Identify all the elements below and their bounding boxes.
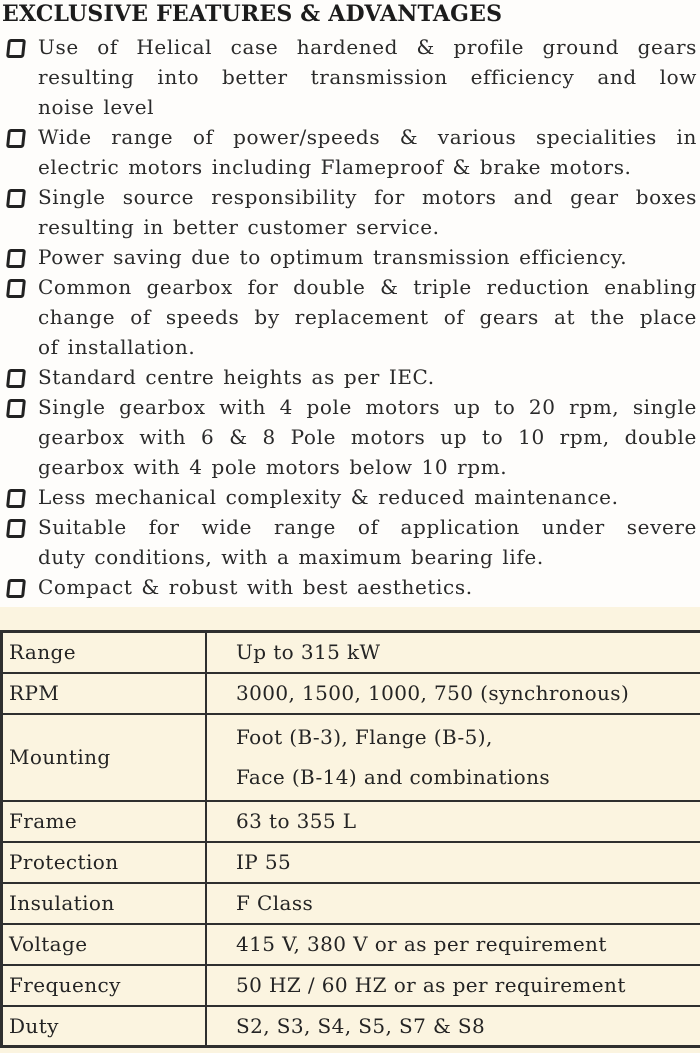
- spec-value: [206, 801, 700, 842]
- feature-line: duty conditions, with a maximum bearing life.: [38, 545, 544, 569]
- square-bullet-icon: [6, 489, 26, 508]
- feature-item: [0, 362, 697, 392]
- spec-value: [206, 1006, 700, 1047]
- spec-label: Duty: [2, 1006, 207, 1047]
- spec-row: [2, 842, 700, 883]
- square-bullet-icon: [6, 129, 26, 148]
- square-bullet-icon: [6, 399, 26, 418]
- spec-label: Frame: [2, 801, 207, 842]
- feature-line: Power saving due to optimum transmission efficiency.: [38, 245, 628, 269]
- spec-value: [206, 673, 700, 714]
- feature-line: change of speeds by replacement of gears at the place: [38, 305, 697, 329]
- feature-line: of installation.: [38, 335, 196, 359]
- spec-row: [2, 673, 700, 714]
- spec-row: [2, 714, 700, 801]
- spec-value-line: Up to 315 kW: [236, 640, 381, 665]
- feature-item: [0, 572, 697, 602]
- feature-line: Single source responsibility for motors and gear boxes: [38, 185, 697, 209]
- feature-line: Suitable for wide range of application under severe: [38, 515, 697, 539]
- feature-item: [0, 182, 697, 242]
- features-list: [0, 32, 700, 602]
- feature-line: Use of Helical case hardened & profile ground gears: [38, 35, 697, 59]
- feature-item: [0, 242, 697, 272]
- feature-item: [0, 122, 697, 182]
- feature-line: resulting in better customer service.: [38, 215, 440, 239]
- spec-value: [206, 883, 700, 924]
- spec-row: [2, 965, 700, 1006]
- spec-value-line: 415 V, 380 V or as per requirement: [236, 932, 607, 956]
- feature-line: Standard centre heights as per IEC.: [38, 365, 435, 389]
- spec-row: [2, 883, 700, 924]
- feature-line: noise level: [38, 95, 155, 119]
- spec-label: Range: [2, 632, 207, 673]
- spec-value-line: 3000, 1500, 1000, 750 (synchronous): [236, 681, 630, 705]
- spec-value-line: F Class: [236, 891, 314, 915]
- square-bullet-icon: [6, 249, 26, 268]
- feature-line: Single gearbox with 4 pole motors up to 20 rpm, single: [38, 395, 697, 419]
- spec-value-line: Foot (B-3), Flange (B-5),: [236, 725, 493, 749]
- spec-value: [206, 965, 700, 1006]
- spec-label: Mounting: [2, 714, 207, 801]
- feature-line: gearbox with 6 & 8 Pole motors up to 10 rpm, double: [38, 425, 697, 449]
- feature-line: resulting into better transmission efficiency and low: [38, 65, 697, 89]
- square-bullet-icon: [6, 579, 26, 598]
- spec-value: [206, 842, 700, 883]
- spec-value-line: S2, S3, S4, S5, S7 & S8: [236, 1013, 486, 1038]
- specifications-table: [0, 630, 700, 1048]
- page-title: EXCLUSIVE FEATURES & ADVANTAGES: [2, 1, 503, 27]
- square-bullet-icon: [6, 189, 26, 208]
- feature-line: Compact & robust with best aesthetics.: [38, 575, 473, 599]
- feature-line: Common gearbox for double & triple reduction enabling: [38, 275, 697, 299]
- square-bullet-icon: [6, 369, 26, 388]
- square-bullet-icon: [6, 279, 26, 298]
- spec-label: Voltage: [2, 924, 207, 965]
- spec-value-line: Face (B-14) and combinations: [236, 765, 551, 789]
- spec-value-line: 50 HZ / 60 HZ or as per requirement: [236, 973, 626, 997]
- spec-value-line: 63 to 355 L: [236, 809, 357, 833]
- feature-line: Less mechanical complexity & reduced maintenance.: [38, 485, 619, 509]
- spec-label: Frequency: [2, 965, 207, 1006]
- spec-value: [206, 714, 700, 801]
- feature-line: Wide range of power/speeds & various specialities in: [38, 125, 697, 149]
- spec-row: [2, 801, 700, 842]
- square-bullet-icon: [6, 519, 26, 538]
- spec-label: RPM: [2, 673, 207, 714]
- square-bullet-icon: [6, 39, 26, 58]
- spec-value-line: IP 55: [236, 850, 292, 874]
- feature-line: gearbox with 4 pole motors below 10 rpm.: [38, 455, 508, 479]
- feature-item: [0, 32, 697, 122]
- spec-row: [2, 924, 700, 965]
- spec-label: Insulation: [2, 883, 207, 924]
- feature-item: [0, 272, 697, 362]
- feature-line: electric motors including Flameproof & brake motors.: [38, 155, 632, 179]
- spec-row: [2, 1006, 700, 1047]
- feature-item: [0, 392, 697, 482]
- spec-value: [206, 632, 700, 673]
- spec-label: Protection: [2, 842, 207, 883]
- feature-item: [0, 512, 697, 572]
- feature-item: [0, 482, 697, 512]
- spec-value: [206, 924, 700, 965]
- spec-row: [2, 632, 700, 673]
- specifications-panel: [0, 607, 700, 1053]
